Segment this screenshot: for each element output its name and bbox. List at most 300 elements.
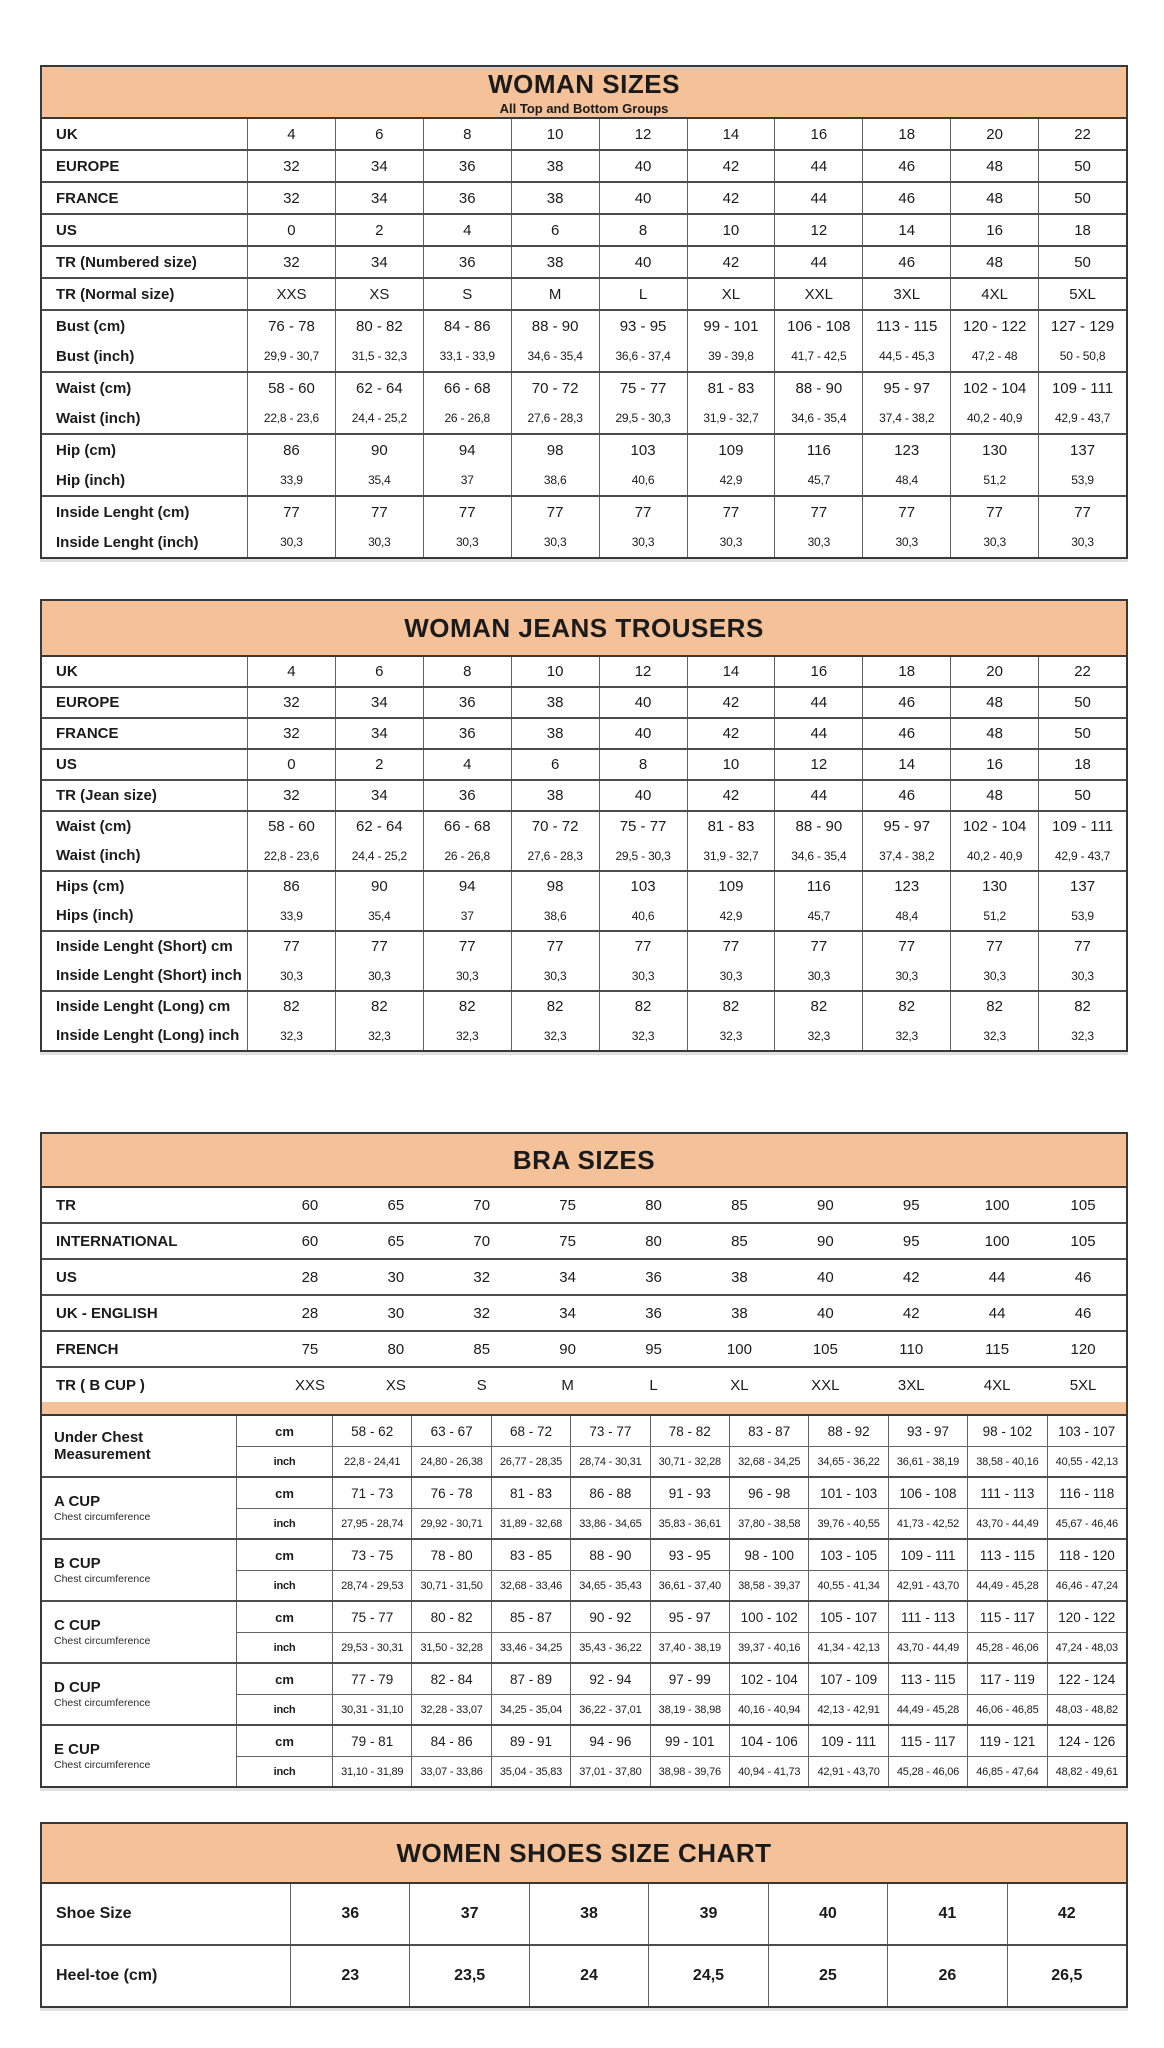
table-cell: 48: [950, 719, 1038, 748]
table-cell: 88 - 92: [808, 1416, 887, 1446]
table-cell: 77: [1038, 932, 1126, 961]
table-cell: 32,3: [335, 1021, 423, 1050]
table-body: [42, 1884, 1126, 2006]
table-cell: 32,3: [950, 1021, 1038, 1050]
cup-measurements-grid: [42, 1416, 1126, 1786]
table-cell: 86: [247, 435, 335, 465]
table-cell: 45,7: [774, 465, 862, 495]
table-cell: 77: [687, 932, 775, 961]
table-cell: 34: [335, 151, 423, 181]
table-row: [237, 1632, 1126, 1662]
table-cell: 44: [774, 688, 862, 717]
table-cell: 30,3: [950, 961, 1038, 990]
table-row: [42, 1332, 1126, 1366]
table-cell: 70: [473, 1196, 491, 1214]
table-cell: 20: [950, 119, 1038, 149]
table-cell: 77: [599, 932, 687, 961]
table-row: [237, 1570, 1126, 1600]
row-label: Hips (inch): [56, 907, 134, 924]
table-title: WOMAN JEANS TROUSERS: [404, 612, 764, 643]
table-cell: 104 - 106: [729, 1726, 808, 1756]
table-cell: 16: [774, 657, 862, 686]
table-cell: 34: [335, 183, 423, 213]
table-cell: 44: [988, 1268, 1006, 1286]
table-cell: 94 - 96: [570, 1726, 649, 1756]
table-row: [42, 872, 1126, 901]
unit-label: cm: [275, 1609, 294, 1625]
table-row: [42, 151, 1126, 181]
table-cell: 8: [423, 657, 511, 686]
table-cell: 22,8 - 23,6: [247, 403, 335, 433]
table-cell: 91 - 93: [650, 1478, 729, 1508]
table-cell: 27,6 - 28,3: [511, 841, 599, 870]
table-row: [237, 1446, 1126, 1476]
row-label: Hip (cm): [56, 441, 116, 459]
table-row: [42, 1224, 1126, 1258]
table-cell: 120 - 122: [1047, 1602, 1126, 1632]
table-cell: 82: [687, 992, 775, 1021]
table-cell: 46,46 - 47,24: [1047, 1571, 1126, 1600]
table-cell: 5XL: [1038, 279, 1126, 309]
table-cell: 36: [290, 1884, 409, 1944]
table-cell: 40,16 - 40,94: [729, 1695, 808, 1724]
table-cell: 40,94 - 41,73: [729, 1757, 808, 1786]
table-cell: 32,3: [774, 1021, 862, 1050]
table-cell: M: [561, 1376, 574, 1394]
table-cell: 40,55 - 42,13: [1047, 1447, 1126, 1476]
table-cell: 124 - 126: [1047, 1726, 1126, 1756]
row-label: US: [56, 756, 77, 773]
table-cell: 40: [599, 151, 687, 181]
table-cell: 98: [511, 872, 599, 901]
table-cell: 10: [687, 215, 775, 245]
table-cell: 75 - 77: [332, 1602, 411, 1632]
table-cell: 39: [648, 1884, 767, 1944]
table-cell: 37,40 - 38,19: [650, 1633, 729, 1662]
table-cell: 78 - 82: [650, 1416, 729, 1446]
table-cell: 31,5 - 32,3: [335, 341, 423, 371]
table-subtitle: All Top and Bottom Groups: [499, 100, 669, 116]
row-label: Waist (cm): [56, 818, 132, 835]
table-cell: M: [511, 279, 599, 309]
table-cell: 85: [473, 1340, 491, 1358]
table-cell: 80 - 82: [335, 311, 423, 341]
table-cell: 42: [687, 151, 775, 181]
table-cell: 84 - 86: [411, 1726, 490, 1756]
table-cell: 82: [247, 992, 335, 1021]
unit-label: cm: [275, 1671, 294, 1687]
row-label: Bust (cm): [56, 317, 126, 335]
table-cell: 81 - 83: [687, 812, 775, 841]
table-cell: 83 - 87: [729, 1416, 808, 1446]
table-cell: 32: [247, 719, 335, 748]
table-cell: 85: [731, 1232, 748, 1250]
row-label: TR (Numbered size): [56, 253, 197, 271]
table-cell: 102 - 104: [729, 1664, 808, 1694]
table-cell: 8: [599, 750, 687, 779]
table-cell: 3XL: [897, 1376, 925, 1394]
table-cell: 31,10 - 31,89: [332, 1757, 411, 1786]
table-cell: 118 - 120: [1047, 1540, 1126, 1570]
table-row: [42, 932, 1126, 961]
table-cell: 33,46 - 34,25: [491, 1633, 570, 1662]
table-cell: 90: [559, 1340, 576, 1358]
unit-label: inch: [273, 1455, 296, 1468]
table-cell: 38,58 - 39,37: [729, 1571, 808, 1600]
table-cell: 36: [423, 151, 511, 181]
row-label: TR (Normal size): [56, 285, 175, 303]
table-cell: 24: [529, 1946, 648, 2006]
table-cell: 46: [862, 781, 950, 810]
table-cell: 66 - 68: [423, 373, 511, 403]
table-cell: 113 - 115: [888, 1664, 967, 1694]
table-cell: 2: [335, 750, 423, 779]
table-cell: 34,65 - 36,22: [808, 1447, 887, 1476]
table-cell: 60: [301, 1196, 319, 1214]
cup-sublabel-text: Chest circumference: [54, 1511, 151, 1524]
row-label: Waist (inch): [56, 847, 141, 864]
table-cell: 38: [511, 688, 599, 717]
table-cell: 44,49 - 45,28: [888, 1695, 967, 1724]
table-cell: XS: [385, 1376, 406, 1394]
table-cell: 32,28 - 33,07: [411, 1695, 490, 1724]
table-cell: 34,25 - 35,04: [491, 1695, 570, 1724]
table-cell: 30,3: [1038, 527, 1126, 557]
table-cell: 44: [774, 151, 862, 181]
table-cell: 38,58 - 40,16: [967, 1447, 1046, 1476]
row-label: US: [56, 221, 77, 239]
table-row: [42, 841, 1126, 870]
row-label: [42, 1602, 237, 1662]
table-cell: 47,24 - 48,03: [1047, 1633, 1126, 1662]
table-cell: 82: [774, 992, 862, 1021]
table-cell: 115 - 117: [888, 1726, 967, 1756]
table-cell: 48,4: [862, 465, 950, 495]
table-cell: 42,91 - 43,70: [808, 1757, 887, 1786]
table-cell: 103 - 107: [1047, 1416, 1126, 1446]
table-cell: 77: [335, 932, 423, 961]
table-row: [42, 901, 1126, 930]
table-cell: 30,3: [599, 527, 687, 557]
table-cell: 30,3: [862, 961, 950, 990]
row-label: INTERNATIONAL: [56, 1232, 178, 1250]
table-cell: 18: [862, 119, 950, 149]
table-cell: 38: [511, 719, 599, 748]
table-cell: 105: [1070, 1196, 1096, 1214]
table-cell: 31,9 - 32,7: [687, 841, 775, 870]
table-row: [237, 1694, 1126, 1724]
table-row: [42, 781, 1126, 810]
table-cell: 0: [247, 215, 335, 245]
table-cell: 29,9 - 30,7: [247, 341, 335, 371]
table-cell: 115: [985, 1340, 1010, 1358]
table-cell: 30,3: [774, 961, 862, 990]
table-cell: 32: [247, 781, 335, 810]
table-cell: 77: [950, 932, 1038, 961]
table-cell: 24,80 - 26,38: [411, 1447, 490, 1476]
table-cell: 33,07 - 33,86: [411, 1757, 490, 1786]
table-cell: 96 - 98: [729, 1478, 808, 1508]
table-cell: 86 - 88: [570, 1478, 649, 1508]
table-cell: 103: [599, 872, 687, 901]
table-cell: 39 - 39,8: [687, 341, 775, 371]
cup-label-text: Under Chest Measurement: [54, 1428, 151, 1463]
table-cell: 122 - 124: [1047, 1664, 1126, 1694]
table-cell: 4: [423, 750, 511, 779]
table-cell: 6: [511, 215, 599, 245]
table-cell: 30,3: [423, 961, 511, 990]
table-cell: 28,74 - 30,31: [570, 1447, 649, 1476]
table-cell: 37,4 - 38,2: [862, 403, 950, 433]
table-cell: 40,6: [599, 465, 687, 495]
table-cell: 82: [423, 992, 511, 1021]
cup-size-group: [42, 1726, 1126, 1786]
table-cell: XL: [730, 1376, 749, 1394]
table-cell: 77: [862, 932, 950, 961]
table-cell: 102 - 104: [950, 373, 1038, 403]
unit-label: inch: [273, 1517, 296, 1530]
row-label: Heel-toe (cm): [56, 1967, 158, 1984]
table-cell: 82: [862, 992, 950, 1021]
table-cell: 34: [559, 1304, 576, 1322]
table-cell: 65: [387, 1232, 405, 1250]
table-cell: 34: [559, 1268, 576, 1286]
table-cell: 30,3: [511, 527, 599, 557]
table-cell: 0: [247, 750, 335, 779]
table-body: [42, 657, 1126, 1050]
table-row: [42, 279, 1126, 309]
table-cell: 77: [599, 497, 687, 527]
table-cell: 48: [950, 151, 1038, 181]
row-label: UK: [56, 125, 78, 143]
table-cell: 34,6 - 35,4: [774, 403, 862, 433]
table-cell: 38: [511, 151, 599, 181]
table-row: [42, 341, 1126, 371]
table-cell: 40: [817, 1304, 834, 1322]
bra-sizes-table: [40, 1132, 1128, 1788]
table-cell: 45,28 - 46,06: [888, 1757, 967, 1786]
table-cell: 42: [687, 688, 775, 717]
table-cell: 42: [902, 1304, 920, 1322]
table-cell: 34: [335, 247, 423, 277]
table-cell: 90: [817, 1196, 834, 1214]
table-cell: 12: [599, 119, 687, 149]
table-cell: XS: [335, 279, 423, 309]
table-cell: 95: [902, 1196, 920, 1214]
table-cell: 38: [511, 247, 599, 277]
table-cell: 93 - 97: [888, 1416, 967, 1446]
table-cell: 26: [887, 1946, 1006, 2006]
table-row: [237, 1726, 1126, 1756]
row-label: Inside Lenght (Long) cm: [56, 998, 231, 1015]
row-label: EUROPE: [56, 157, 120, 175]
table-row: [42, 688, 1126, 717]
table-cell: 32: [247, 247, 335, 277]
table-title: WOMEN SHOES SIZE CHART: [396, 1837, 772, 1868]
table-cell: 81 - 83: [687, 373, 775, 403]
table-cell: 4XL: [950, 279, 1038, 309]
table-cell: 75 - 77: [599, 373, 687, 403]
table-cell: 35,43 - 36,22: [570, 1633, 649, 1662]
table-cell: 84 - 86: [423, 311, 511, 341]
table-row: [42, 750, 1126, 779]
table-cell: 6: [511, 750, 599, 779]
table-cell: 28,74 - 29,53: [332, 1571, 411, 1600]
table-cell: 38: [511, 183, 599, 213]
cup-size-group: [42, 1602, 1126, 1664]
table-cell: 32: [247, 183, 335, 213]
table-cell: 109 - 111: [1038, 373, 1126, 403]
table-cell: L: [599, 279, 687, 309]
row-label: [42, 1726, 237, 1786]
table-cell: 41,7 - 42,5: [774, 341, 862, 371]
table-cell: 37: [423, 901, 511, 930]
table-cell: 71 - 73: [332, 1478, 411, 1508]
table-cell: 30,31 - 31,10: [332, 1695, 411, 1724]
table-cell: XXL: [811, 1376, 840, 1394]
table-cell: 18: [1038, 750, 1126, 779]
table-title: BRA SIZES: [512, 1144, 656, 1175]
table-cell: 30,3: [862, 527, 950, 557]
table-cell: 73 - 77: [570, 1416, 649, 1446]
table-cell: 42: [687, 781, 775, 810]
row-label: [42, 1540, 237, 1600]
table-cell: 48: [950, 781, 1038, 810]
table-cell: 89 - 91: [491, 1726, 570, 1756]
table-cell: 42: [687, 719, 775, 748]
table-cell: 40: [817, 1268, 834, 1286]
table-row: [42, 1368, 1126, 1402]
table-cell: 47,2 - 48: [950, 341, 1038, 371]
table-cell: 88 - 90: [774, 373, 862, 403]
table-cell: 107 - 109: [808, 1664, 887, 1694]
row-label: [42, 1664, 237, 1724]
table-cell: 16: [950, 750, 1038, 779]
table-cell: 45,28 - 46,06: [967, 1633, 1046, 1662]
table-cell: 36,6 - 37,4: [599, 341, 687, 371]
table-cell: 116 - 118: [1047, 1478, 1126, 1508]
row-label: Inside Lenght (cm): [56, 503, 190, 521]
table-row: [42, 403, 1126, 433]
row-label: Inside Lenght (Short) inch: [56, 967, 242, 984]
table-cell: 14: [687, 657, 775, 686]
table-cell: 40,55 - 41,34: [808, 1571, 887, 1600]
table-cell: 36,61 - 37,40: [650, 1571, 729, 1600]
table-row: [42, 1260, 1126, 1294]
table-cell: 111 - 113: [967, 1478, 1046, 1508]
table-cell: 30,3: [423, 527, 511, 557]
table-cell: 50: [1038, 688, 1126, 717]
table-cell: 38,6: [511, 465, 599, 495]
table-cell: 29,5 - 30,3: [599, 403, 687, 433]
table-cell: 32,3: [511, 1021, 599, 1050]
table-row: [42, 373, 1126, 403]
table-cell: 42,9 - 43,7: [1038, 841, 1126, 870]
table-cell: 79 - 81: [332, 1726, 411, 1756]
table-cell: 103: [599, 435, 687, 465]
cup-sublabel-text: Chest circumference: [54, 1573, 151, 1586]
unit-label: cm: [275, 1423, 294, 1439]
table-cell: 50: [1038, 151, 1126, 181]
table-cell: 26,77 - 28,35: [491, 1447, 570, 1476]
row-label: EUROPE: [56, 694, 120, 711]
table-cell: 88 - 90: [570, 1540, 649, 1570]
table-cell: 95 - 97: [862, 373, 950, 403]
table-cell: 30,3: [774, 527, 862, 557]
table-cell: 22: [1038, 657, 1126, 686]
table-title: WOMAN SIZES: [488, 68, 680, 99]
table-cell: 82: [599, 992, 687, 1021]
row-label: Waist (cm): [56, 379, 132, 397]
table-cell: 46: [862, 247, 950, 277]
table-cell: 106 - 108: [888, 1478, 967, 1508]
row-label: TR: [56, 1196, 76, 1214]
table-cell: 25: [768, 1946, 887, 2006]
table-cell: 77: [950, 497, 1038, 527]
table-cell: 41: [887, 1884, 1006, 1944]
table-cell: 88 - 90: [774, 812, 862, 841]
table-cell: 14: [862, 750, 950, 779]
table-cell: 120 - 122: [950, 311, 1038, 341]
cup-size-group: [42, 1540, 1126, 1602]
table-cell: 40: [599, 688, 687, 717]
table-cell: 93 - 95: [599, 311, 687, 341]
table-cell: 38,6: [511, 901, 599, 930]
woman-sizes-table: [40, 65, 1128, 559]
table-cell: 30,3: [687, 961, 775, 990]
table-cell: 4XL: [983, 1376, 1011, 1394]
table-cell: 90: [817, 1232, 834, 1250]
table-cell: 33,1 - 33,9: [423, 341, 511, 371]
table-cell: 58 - 62: [332, 1416, 411, 1446]
table-cell: 30,3: [335, 527, 423, 557]
table-cell: 102 - 104: [950, 812, 1038, 841]
table-cell: 70 - 72: [511, 812, 599, 841]
table-row: [237, 1478, 1126, 1508]
table-row: [42, 1296, 1126, 1330]
table-cell: 86: [247, 872, 335, 901]
table-cell: 44: [774, 719, 862, 748]
table-cell: 24,5: [648, 1946, 767, 2006]
table-row: [237, 1508, 1126, 1538]
table-row: [237, 1756, 1126, 1786]
separator-band: [42, 1402, 1126, 1416]
table-cell: 36: [423, 688, 511, 717]
table-cell: 34: [335, 781, 423, 810]
table-cell: 105 - 107: [808, 1602, 887, 1632]
table-cell: 34: [335, 719, 423, 748]
table-row: [42, 992, 1126, 1021]
table-cell: XXL: [774, 279, 862, 309]
table-row: [42, 657, 1126, 686]
table-cell: 23,5: [409, 1946, 528, 2006]
table-cell: 30,71 - 31,50: [411, 1571, 490, 1600]
table-cell: S: [476, 1376, 487, 1394]
table-cell: 111 - 113: [888, 1602, 967, 1632]
table-cell: 77: [1038, 497, 1126, 527]
table-cell: 32,3: [687, 1021, 775, 1050]
table-cell: 38: [731, 1304, 748, 1322]
table-row: [42, 1188, 1126, 1222]
table-cell: 45,67 - 46,46: [1047, 1509, 1126, 1538]
table-row: [42, 497, 1126, 527]
table-cell: 30: [387, 1304, 405, 1322]
table-cell: 103 - 105: [808, 1540, 887, 1570]
table-cell: 6: [335, 119, 423, 149]
table-cell: 116: [774, 872, 862, 901]
table-cell: 29,5 - 30,3: [599, 841, 687, 870]
table-cell: 80 - 82: [411, 1602, 490, 1632]
